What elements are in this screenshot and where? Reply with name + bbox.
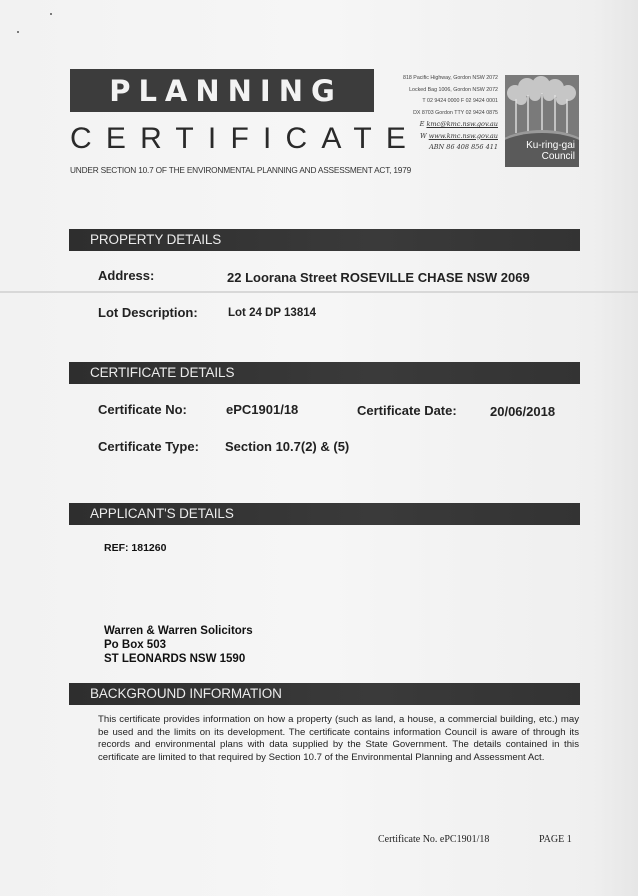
scan-speck	[17, 31, 19, 33]
footer-certificate-ref: Certificate No. ePC1901/18	[378, 834, 490, 845]
planning-title-box	[70, 69, 374, 112]
certificate-number-label: Certificate No:	[98, 402, 187, 417]
certificate-type-label: Certificate Type:	[98, 439, 199, 454]
act-reference: UNDER SECTION 10.7 OF THE ENVIRONMENTAL PLANNING AND ASSESSMENT ACT, 1979	[70, 165, 412, 175]
contact-email-link[interactable]: kmc@kmc.nsw.gov.au	[426, 120, 498, 128]
lot-description-value: Lot 24 DP 13814	[228, 307, 317, 319]
section-title: PROPERTY DETAILS	[90, 232, 222, 247]
scan-speck	[50, 13, 52, 15]
address-value: 22 Loorana Street ROSEVILLE CHASE NSW 2069	[227, 270, 530, 285]
council-logo	[505, 75, 579, 167]
page-fold-line	[0, 291, 638, 293]
contact-web-link[interactable]: www.kmc.nsw.gov.au	[428, 131, 498, 140]
section-title: BACKGROUND INFORMATION	[90, 686, 282, 701]
section-title: CERTIFICATE DETAILS	[90, 365, 235, 380]
certificate-type-value: Section 10.7(2) & (5)	[225, 439, 350, 454]
section-header-background	[69, 683, 580, 705]
applicant-ref: REF: 181260	[104, 542, 167, 554]
contact-web-row	[380, 131, 498, 143]
council-contact-block	[380, 73, 498, 154]
contact-street: 818 Pacific Highway, Gordon NSW 2072	[403, 75, 498, 81]
planning-title: PLANNING	[109, 73, 343, 108]
address-label: Address:	[98, 268, 155, 283]
footer-page-number: PAGE 1	[539, 834, 572, 845]
background-paragraph: This certificate provides information on how a property (such as land, a house, a commercial building, etc.) may be used and the limits on its development. The certificate contains information Council is aware of through its records and environmental plans with data supplied by the State Government. The details contained in this certificate are limited to that required by Section 10.7 of the Environmental Planning and Assessment Act.	[98, 714, 579, 764]
applicant-name: Warren & Warren Solicitors	[104, 625, 253, 637]
applicant-address	[104, 624, 253, 666]
certificate-number-value: ePC1901/18	[226, 402, 299, 417]
contact-abn: ABN 86 408 856 411	[429, 143, 498, 151]
section-header-applicant	[69, 503, 580, 525]
logo-line1: Ku-ring-gai	[526, 140, 575, 151]
applicant-locality: ST LEONARDS NSW 1590	[104, 653, 246, 665]
logo-text	[526, 140, 575, 162]
certificate-title: CERTIFICATE	[70, 122, 421, 155]
logo-line2: Council	[541, 151, 575, 162]
email-prefix: E	[419, 120, 425, 128]
lot-description-label: Lot Description:	[98, 305, 198, 320]
contact-postal: Locked Bag 1006, Gordon NSW 2072	[409, 86, 498, 93]
contact-phone-fax: T 02 9424 0000 F 02 9424 0001	[422, 98, 498, 104]
certificate-date-value: 20/06/2018	[490, 404, 556, 419]
contact-dx-tty: DX 8703 Gordon TTY 02 9424 0875	[413, 109, 498, 116]
web-prefix: W	[419, 131, 427, 140]
section-title: APPLICANT'S DETAILS	[90, 506, 234, 521]
contact-email-row	[380, 119, 498, 131]
section-header-property	[69, 229, 580, 251]
applicant-po-box: Po Box 503	[104, 639, 166, 651]
certificate-date-label: Certificate Date:	[357, 403, 457, 418]
section-header-certificate	[69, 362, 580, 384]
